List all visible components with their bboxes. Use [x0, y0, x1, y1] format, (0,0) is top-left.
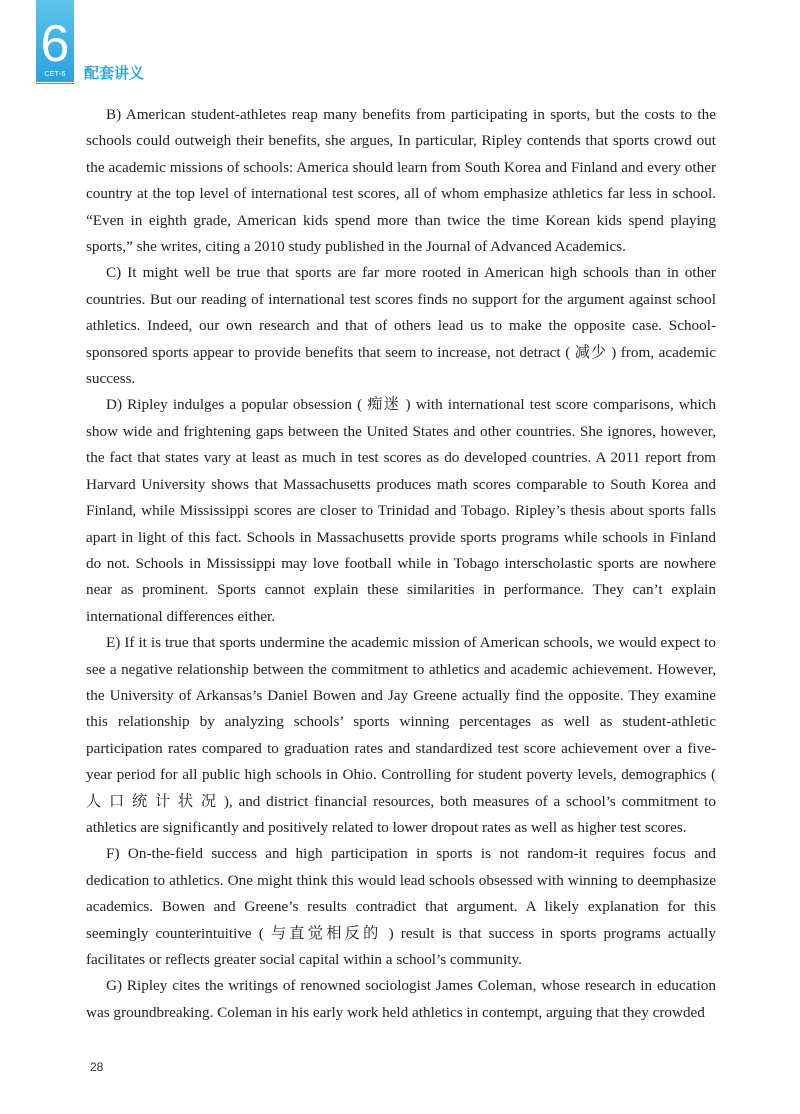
- paragraph-e: E) If it is true that sports undermine the academic mission of American schools, we would expect to see a negative relationship between the commitment to athletics and academic achievement. However, the University of Arkansas’s Daniel Bowen and Jay Greene actually find the opposite. They examine this relationship by analyzing schools’ sports winning percentages as well as student-athletic participation rates compared to graduation rates and standardized test score achievement over a five-year period for all public high schools in Ohio. Controlling for student poverty levels, demographics ( 人 口 统 计 状 况 ), and district financial resources, both measures of a school’s commitment to athletics are significantly and positively related to lower dropout rates as well as higher test scores.: [86, 634, 716, 836]
- paragraph-c: C) It might well be true that sports are far more rooted in American high schools than in other countries. But our reading of international test scores finds no support for the argument against school athletics. Indeed, our own research and that of others lead us to make the opposite case. School-sponsored sports appear to provide benefits that seem to increase, not detract ( 减少 ) from, academic success.: [86, 264, 716, 388]
- paragraph-g: G) Ripley cites the writings of renowned sociologist James Coleman, whose research in education was groundbreaking. Coleman in his early work held athletics in contempt, arguing that they crowded: [86, 977, 716, 1021]
- chapter-badge: [36, 0, 74, 82]
- paragraph-f: F) On-the-field success and high participation in sports is not random-it requires focus and dedication to athletics. One might think this would lead schools obsessed with winning to deemphasize academics. Bowen and Greene’s results contradict that argument. A likely explanation for this seemingly counterintuitive ( 与直觉相反的 ) result is that success in sports programs actually facilitates or reflects greater social capital within a school’s community.: [86, 845, 716, 968]
- chapter-number: 6: [40, 15, 70, 73]
- header-title: 配套讲义: [84, 64, 145, 82]
- paragraph-b: B) American student-athletes reap many benefits from participating in sports, but the costs to the schools could outweigh their benefits, she argues, In particular, Ripley contends that sports crowd out the academic missions of schools: America should learn from South Korea and Finland and every other country at the top level of international test scores, all of whom emphasize athletics far less in school. “Even in eighth grade, American kids spend more than twice the time Korean kids spend playing sports,” she writes, citing a 2010 study published in the Journal of Advanced Academics.: [86, 106, 716, 256]
- paragraph-d: D) Ripley indulges a popular obsession ( 痴迷 ) with international test score comparisons, which show wide and frightening gaps between the United States and other countries. She ignores, however, the fact that states vary at least as much in test scores as do developed countries. A 2011 report from Harvard University shows that Massachusetts produces math scores comparable to South Korea and Finland, while Mississippi scores are closer to Trinidad and Tobago. Ripley’s thesis about sports falls apart in light of this fact. Schools in Massachusetts provide sports programs while schools in Finland do not. Schools in Mississippi may love football while in Tobago interscholastic sports are nowhere near as prominent. Sports cannot explain these similarities in performance. They can’t explain international differences either.: [86, 396, 716, 625]
- header-rule: [36, 83, 74, 84]
- article-body: [86, 102, 716, 1026]
- page-number: 28: [90, 1060, 104, 1074]
- exam-label: CET-6: [44, 71, 66, 78]
